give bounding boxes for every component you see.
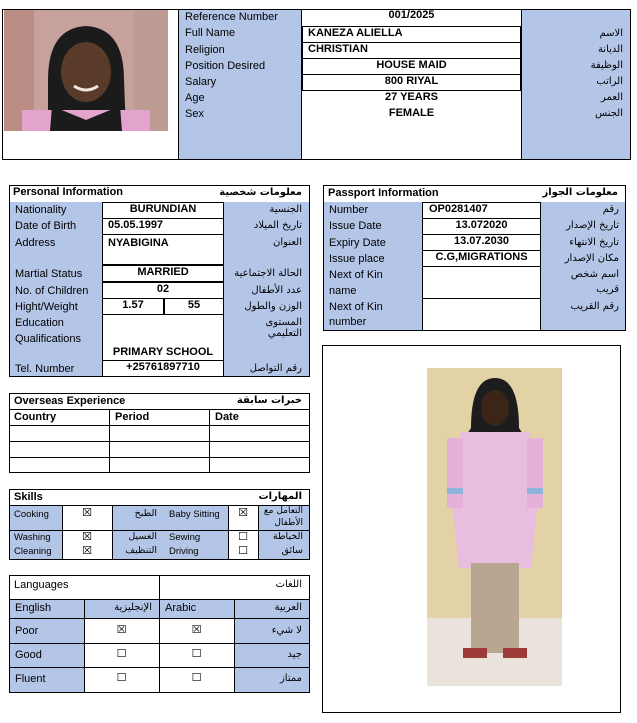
issue-date-label: Issue Date (329, 220, 382, 232)
passport-info-title-ar: معلومات الجواز (542, 187, 618, 198)
nationality-value: BURUNDIAN (102, 202, 224, 219)
passport-number-label-ar: رقم (602, 204, 619, 215)
overseas-experience-title-ar: خبرات سابقة (236, 395, 302, 406)
height-value: 1.57 (102, 298, 164, 315)
salary-label: Salary (185, 76, 217, 88)
skill-cooking-checkbox[interactable]: ☒ (82, 506, 92, 519)
education-label-ar: المستوى التعليمي (265, 317, 302, 339)
nationality-label: Nationality (15, 204, 67, 216)
nationality-label-ar: الجنسية (269, 204, 302, 215)
overseas-experience-title: Overseas Experience (14, 395, 126, 407)
languages-title-ar: اللغات (275, 579, 302, 590)
overseas-row-line-3 (9, 441, 310, 442)
skill-washing-label: Washing (14, 532, 51, 543)
overseas-col-period: Period (115, 411, 150, 423)
level-poor-label-ar: لا شيء (271, 625, 302, 636)
age-label: Age (185, 92, 205, 104)
skill-cleaning-label: Cleaning (14, 546, 52, 557)
passport-number-value: OP0281407 (422, 202, 541, 219)
education-label-line1: Education (15, 317, 64, 329)
skill-babysitting-label-ar-line1: التعامل مع (263, 506, 303, 516)
tel-label: Tel. Number (15, 363, 75, 375)
skill-babysitting-checkbox[interactable]: ☒ (238, 506, 248, 519)
marital-label-ar: الحالة الاجتماعية (234, 268, 302, 279)
children-label: No. of Children (15, 285, 89, 297)
reference-number-value: 001/2025 (388, 9, 435, 21)
weight-value: 55 (164, 298, 224, 315)
education-label-line2: Qualifications (15, 333, 82, 345)
next-of-kin-name-label-ar-line1: اسم شخص (570, 269, 619, 280)
languages-row-line-2 (9, 667, 310, 668)
level-good-label-ar: جيد (287, 649, 302, 660)
english-poor-checkbox[interactable]: ☒ (116, 623, 127, 636)
next-of-kin-number-label-line2: number (329, 316, 367, 328)
overseas-col-country: Country (14, 411, 57, 423)
full-body-photo-image (427, 368, 562, 686)
skill-cleaning-label-ar: التنظيف (125, 545, 157, 556)
skill-driving-label-ar: سائق (281, 545, 303, 556)
skill-washing-checkbox[interactable]: ☒ (82, 530, 92, 543)
level-fluent-label: Fluent (15, 673, 46, 685)
language-english-label: English (15, 602, 52, 614)
tel-value: +25761897710 (102, 360, 224, 377)
overseas-col-date: Date (215, 411, 239, 423)
position-value: HOUSE MAID (302, 58, 521, 75)
passport-number-label: Number (329, 204, 369, 216)
age-label-ar: العمر (601, 92, 623, 103)
expiry-date-label-ar: تاريخ الانتهاء (569, 237, 619, 248)
personal-info-title: Personal Information (13, 186, 124, 198)
children-value: 02 (102, 282, 224, 299)
skill-washing-label-ar: الغسيل (128, 531, 157, 542)
skill-babysitting-label-ar-line2: الأطفال (274, 518, 303, 528)
overseas-row-line-2 (9, 425, 310, 426)
dob-label: Date of Birth (15, 220, 77, 232)
issue-place-label-ar: مكان الإصدار (564, 253, 619, 264)
skill-driving-checkbox[interactable]: ☐ (238, 544, 248, 557)
arabic-poor-checkbox[interactable]: ☒ (191, 623, 202, 636)
full-body-photo (427, 368, 562, 686)
sex-value: FEMALE (388, 107, 435, 119)
expiry-date-label: Expiry Date (329, 237, 386, 249)
salary-value: 800 RIYAL (302, 74, 521, 91)
next-of-kin-name-label-line1: Next of Kin (329, 269, 383, 281)
full-name-label: Full Name (185, 27, 236, 39)
dob-value: 05.05.1997 (102, 218, 224, 235)
religion-label: Religion (185, 44, 225, 56)
next-of-kin-name-value (422, 266, 541, 299)
skill-sewing-label: Sewing (169, 532, 201, 543)
english-good-checkbox[interactable]: ☐ (116, 647, 127, 660)
level-good-label: Good (15, 649, 42, 661)
overseas-row-line-4 (9, 457, 310, 458)
tel-label-ar: رقم التواصل (249, 363, 302, 374)
issue-date-label-ar: تاريخ الإصدار (566, 220, 619, 231)
skill-sewing-checkbox[interactable]: ☐ (238, 530, 248, 543)
marital-label: Martial Status (15, 268, 83, 280)
next-of-kin-name-label-ar-line2: قريب (596, 284, 619, 295)
marital-value: MARRIED (102, 265, 224, 282)
skill-driving-label: Driving (169, 546, 199, 557)
level-poor-label: Poor (15, 625, 39, 637)
full-name-label-ar: الاسم (599, 28, 623, 39)
languages-title-divider (159, 575, 160, 599)
height-weight-label: Hight/Weight (15, 301, 78, 313)
skill-sewing-label-ar: الخياطة (272, 531, 303, 542)
arabic-good-checkbox[interactable]: ☐ (191, 647, 202, 660)
english-fluent-checkbox[interactable]: ☐ (116, 671, 127, 684)
language-arabic-label: Arabic (165, 602, 197, 614)
next-of-kin-number-label-ar: رقم القريب (570, 301, 619, 312)
portrait-photo (4, 10, 168, 131)
sex-label-ar: الجنس (594, 108, 623, 119)
sex-label: Sex (185, 108, 204, 120)
skills-title-ar: المهارات (258, 491, 302, 502)
language-english-label-ar: الإنجليزية (114, 602, 152, 613)
religion-value: CHRISTIAN (302, 42, 521, 59)
skill-cooking-label: Cooking (14, 509, 49, 520)
skill-cleaning-checkbox[interactable]: ☒ (82, 544, 92, 557)
next-of-kin-number-label-line1: Next of Kin (329, 301, 383, 313)
expiry-date-value: 13.07.2030 (422, 234, 541, 251)
full-name-value: KANEZA ALIELLA (302, 26, 521, 43)
reference-number-label: Reference Number (185, 11, 278, 23)
portrait-photo-image (4, 10, 168, 131)
skill-babysitting-label: Baby Sitting (169, 509, 220, 520)
issue-date-value: 13.072020 (422, 218, 541, 235)
personal-info-title-ar: معلومات شخصية (219, 187, 302, 198)
address-label: Address (15, 237, 56, 249)
next-of-kin-name-label-line2: name (329, 285, 357, 297)
arabic-fluent-checkbox[interactable]: ☐ (191, 671, 202, 684)
position-label: Position Desired (185, 60, 266, 72)
level-fluent-label-ar: ممتاز (279, 673, 302, 684)
issue-place-label: Issue place (329, 253, 385, 265)
salary-label-ar: الراتب (596, 76, 623, 87)
address-label-ar: العنوان (273, 237, 302, 248)
language-arabic-label-ar: العربية (274, 602, 302, 613)
dob-label-ar: تاريخ الميلاد (253, 220, 302, 231)
height-weight-label-ar: الوزن والطول (244, 301, 302, 312)
languages-row-line-1 (9, 643, 310, 644)
age-value: 27 YEARS (385, 91, 438, 103)
skill-cooking-label-ar: الطبخ (134, 508, 157, 519)
position-label-ar: الوظيفة (590, 60, 623, 71)
education-value: PRIMARY SCHOOL (112, 346, 214, 358)
issue-place-value: C.G,MIGRATIONS (422, 250, 541, 267)
next-of-kin-number-value (422, 298, 541, 331)
languages-title: Languages (14, 579, 69, 591)
religion-label-ar: الديانة (597, 44, 623, 55)
address-value: NYABIGINA (102, 234, 224, 265)
passport-info-title: Passport Information (328, 187, 439, 199)
skills-title: Skills (14, 491, 43, 503)
children-label-ar: عدد الأطفال (251, 285, 302, 296)
